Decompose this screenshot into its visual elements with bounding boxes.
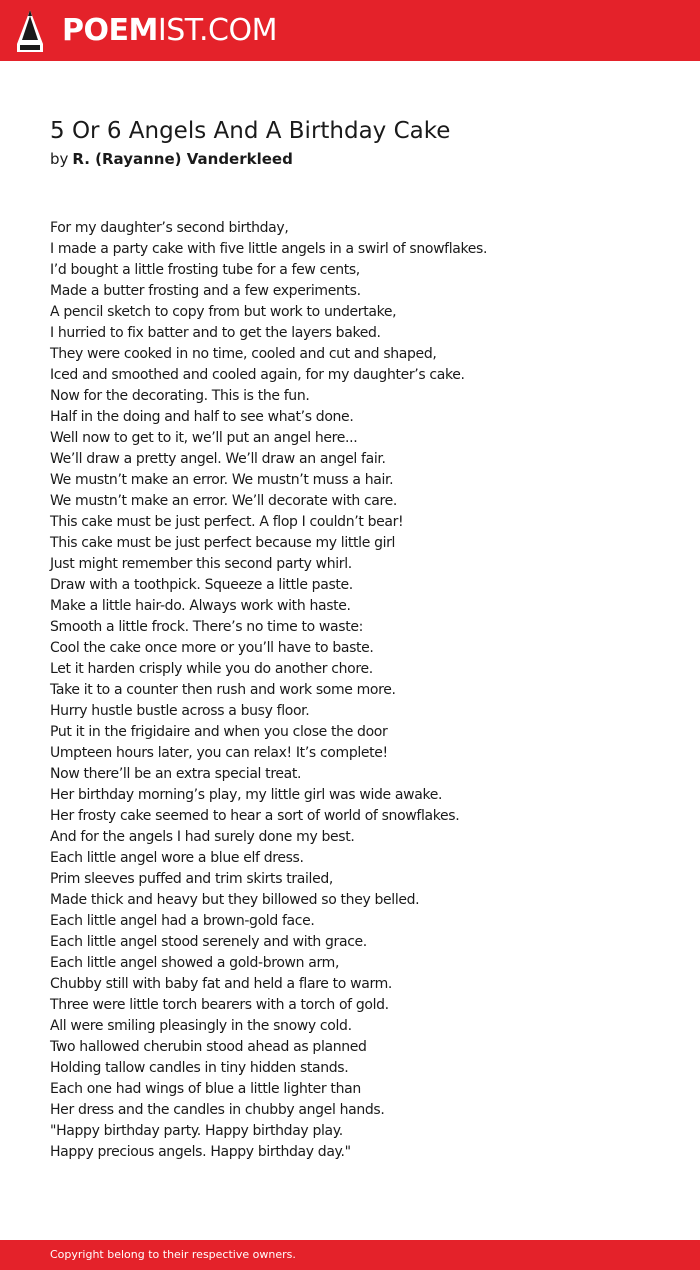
poem-line: Three were little torch bearers with a torch of gold. bbox=[50, 997, 389, 1013]
site-logo[interactable] bbox=[62, 12, 277, 50]
poem-line: Each little angel had a brown-gold face. bbox=[50, 913, 315, 929]
poem-line: Umpteen hours later, you can relax! It’s complete! bbox=[50, 745, 388, 761]
pencil-tip-icon[interactable] bbox=[17, 10, 43, 52]
poem-line: I hurried to fix batter and to get the layers baked. bbox=[50, 325, 381, 341]
poem-line: We mustn’t make an error. We mustn’t muss a hair. bbox=[50, 472, 394, 488]
copyright-text: Copyright belong to their respective owners. bbox=[50, 1248, 296, 1261]
poem-line: I’d bought a little frosting tube for a few cents, bbox=[50, 262, 360, 278]
poem-line: Cool the cake once more or you’ll have to baste. bbox=[50, 640, 374, 656]
poem-line: Let it harden crisply while you do another chore. bbox=[50, 661, 373, 677]
poem-line: Iced and smoothed and cooled again, for my daughter’s cake. bbox=[50, 367, 465, 383]
poem-line: I made a party cake with five little angels in a swirl of snowflakes. bbox=[50, 241, 488, 257]
poem-line: Her frosty cake seemed to hear a sort of world of snowflakes. bbox=[50, 808, 460, 824]
poem-line: Well now to get to it, we’ll put an angel here... bbox=[50, 430, 358, 446]
author-name: R. (Rayanne) Vanderkleed bbox=[72, 150, 293, 168]
poem-line: And for the angels I had surely done my best. bbox=[50, 829, 355, 845]
poem-line: Now there’ll be an extra special treat. bbox=[50, 766, 302, 782]
poem-line: We’ll draw a pretty angel. We’ll draw an angel fair. bbox=[50, 451, 386, 467]
poem-line: Each little angel stood serenely and with grace. bbox=[50, 934, 367, 950]
poem-line: Half in the doing and half to see what’s done. bbox=[50, 409, 354, 425]
poem-line: For my daughter’s second birthday, bbox=[50, 220, 289, 236]
poem-line: Make a little hair-do. Always work with haste. bbox=[50, 598, 351, 614]
poem-line: "Happy birthday party. Happy birthday play. bbox=[50, 1123, 343, 1139]
by-label: by bbox=[50, 150, 69, 168]
poem-line: Made thick and heavy but they billowed so they belled. bbox=[50, 892, 420, 908]
poem-body bbox=[50, 218, 670, 1163]
poem-line: Her birthday morning’s play, my little girl was wide awake. bbox=[50, 787, 443, 803]
poem-line: This cake must be just perfect. A flop I couldn’t bear! bbox=[50, 514, 404, 530]
poem-line: Her dress and the candles in chubby angel hands. bbox=[50, 1102, 385, 1118]
logo-text-bold: POEM bbox=[62, 13, 158, 48]
poem-title: 5 Or 6 Angels And A Birthday Cake bbox=[50, 118, 451, 144]
poem-line: Chubby still with baby fat and held a flare to warm. bbox=[50, 976, 392, 992]
poem-line: We mustn’t make an error. We’ll decorate with care. bbox=[50, 493, 397, 509]
poem-line: Prim sleeves puffed and trim skirts trailed, bbox=[50, 871, 333, 887]
byline bbox=[50, 148, 293, 170]
poem-line: Happy precious angels. Happy birthday day." bbox=[50, 1144, 351, 1160]
poem-line: Smooth a little frock. There’s no time to waste: bbox=[50, 619, 363, 635]
logo-text-light: IST.COM bbox=[157, 13, 277, 48]
poem-line: Two hallowed cherubin stood ahead as planned bbox=[50, 1039, 367, 1055]
poem-line: Draw with a toothpick. Squeeze a little paste. bbox=[50, 577, 353, 593]
site-header bbox=[0, 0, 700, 61]
poem-line: Take it to a counter then rush and work some more. bbox=[50, 682, 396, 698]
poem-line: All were smiling pleasingly in the snowy cold. bbox=[50, 1018, 352, 1034]
poem-line: A pencil sketch to copy from but work to undertake, bbox=[50, 304, 397, 320]
poem-line: Each little angel wore a blue elf dress. bbox=[50, 850, 304, 866]
poem-line: This cake must be just perfect because my little girl bbox=[50, 535, 396, 551]
poem-line: Hurry hustle bustle across a busy floor. bbox=[50, 703, 310, 719]
poem-line: Just might remember this second party whirl. bbox=[50, 556, 352, 572]
poem-line: Each little angel showed a gold-brown arm, bbox=[50, 955, 340, 971]
poem-line: Now for the decorating. This is the fun. bbox=[50, 388, 310, 404]
poem-line: Holding tallow candles in tiny hidden stands. bbox=[50, 1060, 349, 1076]
poem-line: Each one had wings of blue a little lighter than bbox=[50, 1081, 361, 1097]
poem-line: Put it in the frigidaire and when you close the door bbox=[50, 724, 388, 740]
poem-line: They were cooked in no time, cooled and cut and shaped, bbox=[50, 346, 437, 362]
poem-line: Made a butter frosting and a few experiments. bbox=[50, 283, 361, 299]
site-footer bbox=[0, 1240, 700, 1270]
